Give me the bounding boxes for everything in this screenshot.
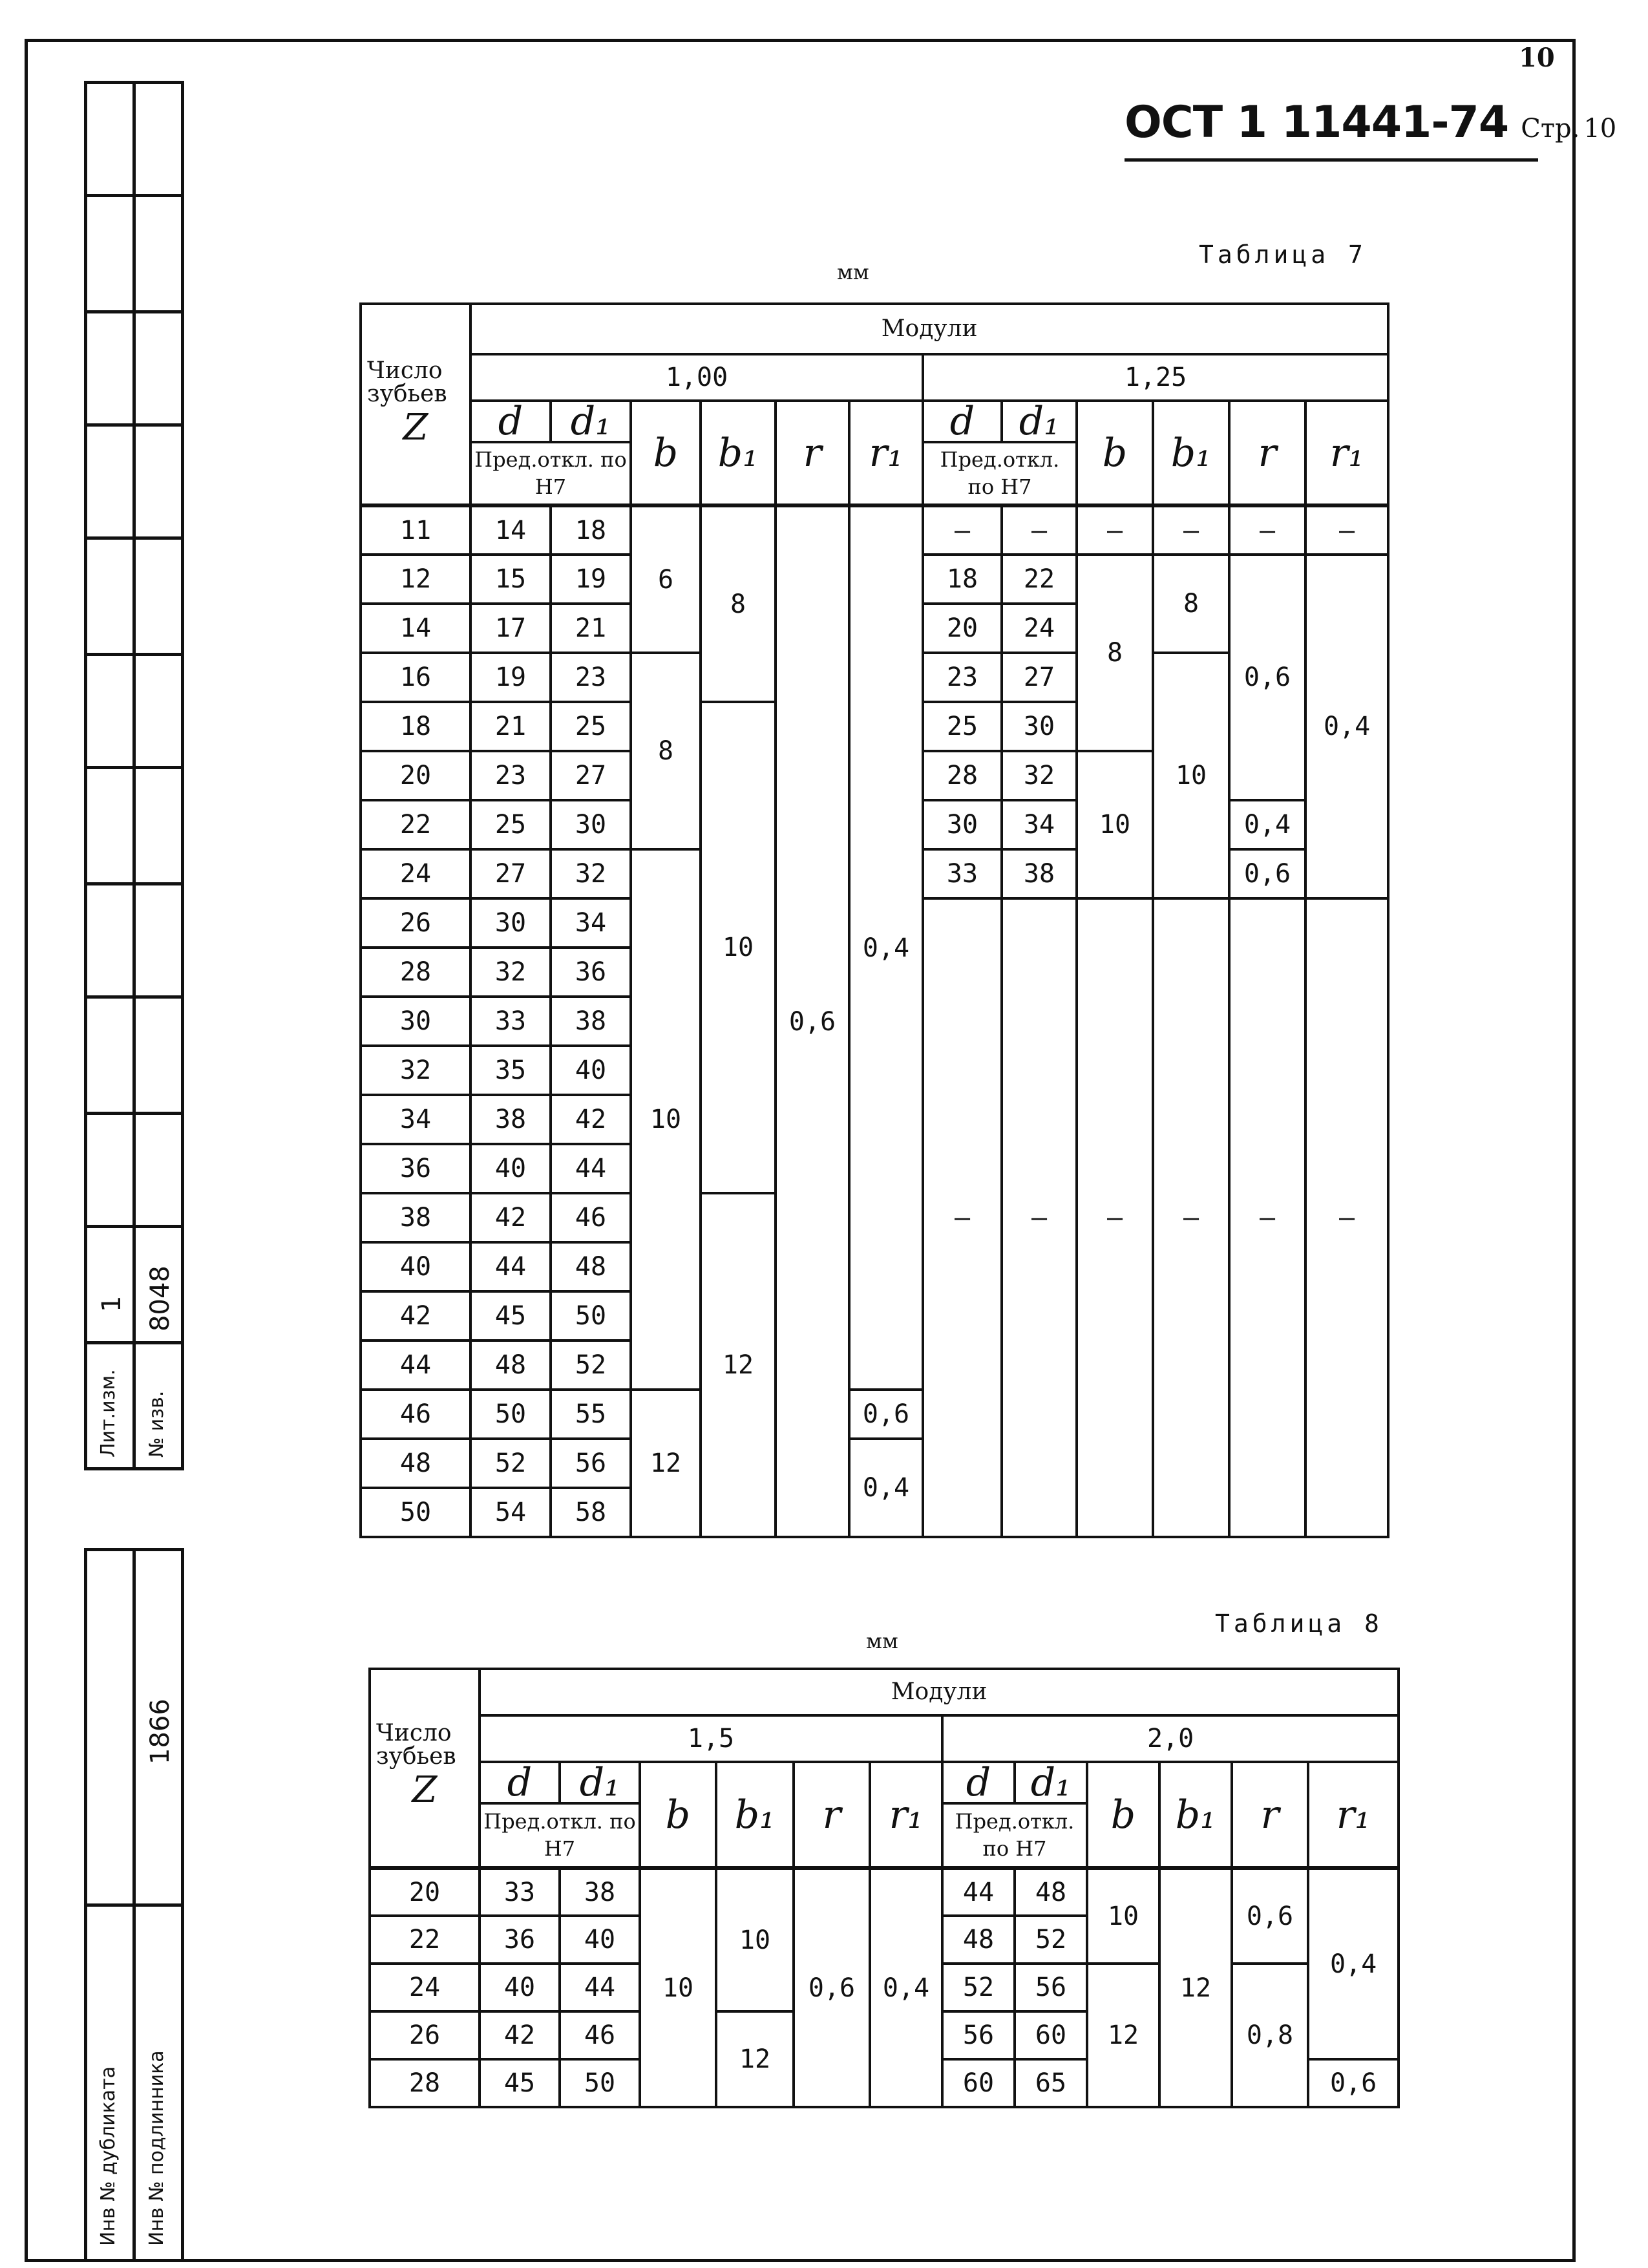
no-izv-value: 8048: [145, 1266, 175, 1331]
b-cell: 8: [631, 653, 701, 849]
d1-cell: 40: [560, 1916, 640, 1964]
b-cell: –: [1077, 505, 1153, 555]
z-cell: 14: [361, 604, 470, 653]
moduli-header: Модули: [470, 304, 1388, 354]
b1-cell: 10: [716, 1868, 794, 2011]
z-cell: 16: [361, 653, 470, 702]
d-cell: 35: [470, 1046, 551, 1095]
d-cell: 30: [923, 800, 1002, 849]
z-header: Число зубьев Z: [361, 304, 470, 505]
margin-line: [84, 194, 184, 197]
d1-cell: 32: [551, 849, 631, 898]
d1-cell: 44: [560, 1964, 640, 2011]
r-cell: 0,6: [1232, 1868, 1308, 1964]
d-cell: 33: [480, 1868, 560, 1916]
d-cell: 23: [923, 653, 1002, 702]
z-cell: 30: [361, 997, 470, 1046]
b-header: b: [640, 1762, 716, 1868]
z-cell: 28: [361, 948, 470, 997]
z-cell: 32: [361, 1046, 470, 1095]
d-header: d: [470, 401, 551, 442]
margin-line: [84, 995, 184, 999]
tolerance-header: Пред.откл. по Н7: [480, 1803, 640, 1868]
z-cell: 20: [370, 1868, 480, 1916]
d1-header: d₁: [1002, 401, 1077, 442]
tolerance-header: Пред.откл. по Н7: [470, 442, 631, 505]
d1-cell: 65: [1015, 2059, 1087, 2107]
d-cell: 48: [470, 1341, 551, 1390]
table8: [368, 1668, 1400, 2108]
r1-cell: 0,4: [849, 505, 923, 1390]
d1-cell: 48: [551, 1242, 631, 1291]
r1-header: r₁: [1305, 401, 1388, 505]
inv-podl-label: Инв № подлинника: [145, 2050, 168, 2246]
d1-header: d₁: [1015, 1762, 1087, 1803]
d1-cell: 55: [551, 1390, 631, 1439]
r1-cell: 0,4: [870, 1868, 942, 2107]
z-cell: 42: [361, 1291, 470, 1341]
d-header: d: [942, 1762, 1015, 1803]
d-cell: 28: [923, 751, 1002, 800]
d1-cell: 42: [551, 1095, 631, 1144]
b-cell: 10: [1087, 1868, 1159, 1964]
doc-code-underline: [1125, 158, 1538, 162]
z-cell: 46: [361, 1390, 470, 1439]
margin-line: [84, 1225, 184, 1228]
d-cell: 42: [470, 1193, 551, 1242]
r-cell: 0,6: [776, 505, 849, 1537]
r-cell: 0,6: [794, 1868, 870, 2107]
d1-cell: 52: [551, 1341, 631, 1390]
z-cell: 26: [370, 2011, 480, 2059]
margin-line: [84, 423, 184, 427]
sheet-number: 10: [1519, 43, 1555, 73]
d-cell: 23: [470, 751, 551, 800]
d-cell: 56: [942, 2011, 1015, 2059]
d-cell: 21: [470, 702, 551, 751]
b1-cell: –: [1153, 898, 1229, 1537]
b1-header: b₁: [1159, 1762, 1232, 1868]
b1-cell: 12: [1159, 1868, 1232, 2107]
d1-cell: 50: [551, 1291, 631, 1341]
d-cell: 17: [470, 604, 551, 653]
margin-line: [84, 1341, 184, 1344]
d1-cell: 27: [1002, 653, 1077, 702]
d-cell: 60: [942, 2059, 1015, 2107]
b-header: b: [1077, 401, 1153, 505]
d1-cell: 56: [551, 1439, 631, 1488]
d1-cell: 19: [551, 555, 631, 604]
b1-header: b₁: [701, 401, 776, 505]
r1-cell: 0,6: [1308, 2059, 1399, 2107]
d-cell: 38: [470, 1095, 551, 1144]
no-izv-label: № изв.: [145, 1390, 168, 1457]
r1-header: r₁: [849, 401, 923, 505]
margin-divider: [132, 81, 136, 1470]
b1-cell: 8: [1153, 555, 1229, 653]
d1-cell: 58: [551, 1488, 631, 1537]
z-cell: 11: [361, 505, 470, 555]
d-cell: 36: [480, 1916, 560, 1964]
d-cell: 20: [923, 604, 1002, 653]
margin-line: [84, 1112, 184, 1115]
b1-cell: 12: [716, 2011, 794, 2107]
b1-cell: 8: [701, 505, 776, 702]
z-cell: 44: [361, 1341, 470, 1390]
tolerance-header: Пред.откл. по Н7: [923, 442, 1077, 505]
module-1-header: 1,00: [470, 354, 923, 401]
d-cell: 18: [923, 555, 1002, 604]
z-cell: 50: [361, 1488, 470, 1537]
z-cell: 20: [361, 751, 470, 800]
table8-caption: Таблица 8: [1215, 1609, 1383, 1638]
r-cell: –: [1229, 898, 1305, 1537]
r-cell: –: [1229, 505, 1305, 555]
table8-unit: мм: [866, 1629, 898, 1653]
d-cell: 40: [480, 1964, 560, 2011]
d-cell: 52: [942, 1964, 1015, 2011]
b-cell: 10: [631, 849, 701, 1390]
z-cell: 18: [361, 702, 470, 751]
d1-cell: 48: [1015, 1868, 1087, 1916]
z-cell: 22: [370, 1916, 480, 1964]
d-header: d: [923, 401, 1002, 442]
d1-cell: –: [1002, 898, 1077, 1537]
b-cell: 10: [1077, 751, 1153, 898]
b1-header: b₁: [1153, 401, 1229, 505]
page-label: Стр. 10: [1521, 114, 1617, 143]
d1-cell: –: [1002, 505, 1077, 555]
inv-dubl-label: Инв № дубликата: [97, 2066, 120, 2246]
z-cell: 34: [361, 1095, 470, 1144]
d-cell: 27: [470, 849, 551, 898]
margin-line: [84, 536, 184, 540]
d1-cell: 30: [551, 800, 631, 849]
r1-cell: 0,4: [1308, 1868, 1399, 2059]
b-cell: 12: [631, 1390, 701, 1537]
r1-cell: –: [1305, 505, 1388, 555]
d1-cell: 32: [1002, 751, 1077, 800]
b-cell: 8: [1077, 555, 1153, 751]
module-2-header: 1,25: [923, 354, 1388, 401]
z-cell: 24: [361, 849, 470, 898]
d-cell: –: [923, 898, 1002, 1537]
b-cell: 6: [631, 505, 701, 653]
d-cell: 19: [470, 653, 551, 702]
d1-cell: 18: [551, 505, 631, 555]
d-cell: 30: [470, 898, 551, 948]
z-cell: 48: [361, 1439, 470, 1488]
z-cell: 40: [361, 1242, 470, 1291]
r1-cell: 0,6: [849, 1390, 923, 1439]
d1-cell: 56: [1015, 1964, 1087, 2011]
margin-line: [84, 766, 184, 769]
r-header: r: [1232, 1762, 1308, 1868]
d1-cell: 36: [551, 948, 631, 997]
b1-cell: 10: [1153, 653, 1229, 898]
moduli-header: Модули: [480, 1669, 1399, 1715]
b-cell: 12: [1087, 1964, 1159, 2107]
b1-header: b₁: [716, 1762, 794, 1868]
b-header: b: [1087, 1762, 1159, 1868]
r-cell: 0,6: [1229, 555, 1305, 800]
z-cell: 26: [361, 898, 470, 948]
d1-cell: 52: [1015, 1916, 1087, 1964]
d1-cell: 30: [1002, 702, 1077, 751]
lit-izm-label: Лит.изм.: [97, 1369, 120, 1457]
margin-line: [84, 653, 184, 656]
b1-cell: 12: [701, 1193, 776, 1537]
margin-line: [84, 310, 184, 313]
d-cell: 44: [942, 1868, 1015, 1916]
b1-cell: –: [1153, 505, 1229, 555]
z-cell: 28: [370, 2059, 480, 2107]
r1-header: r₁: [1308, 1762, 1399, 1868]
lit-izm-value: 1: [97, 1295, 127, 1312]
d1-cell: 34: [1002, 800, 1077, 849]
d1-cell: 50: [560, 2059, 640, 2107]
d-cell: 42: [480, 2011, 560, 2059]
r1-header: r₁: [870, 1762, 942, 1868]
d-cell: –: [923, 505, 1002, 555]
r1-cell: 0,4: [849, 1439, 923, 1537]
z-cell: 22: [361, 800, 470, 849]
b-cell: –: [1077, 898, 1153, 1537]
d-header: d: [480, 1762, 560, 1803]
d-cell: 33: [923, 849, 1002, 898]
b1-cell: 10: [701, 702, 776, 1193]
d1-cell: 38: [560, 1868, 640, 1916]
d1-cell: 22: [1002, 555, 1077, 604]
b-cell: 10: [640, 1868, 716, 2107]
r1-cell: 0,4: [1305, 555, 1388, 898]
d1-cell: 46: [551, 1193, 631, 1242]
d1-header: d₁: [560, 1762, 640, 1803]
d1-cell: 27: [551, 751, 631, 800]
r-header: r: [1229, 401, 1305, 505]
inv-podl-value: 1866: [145, 1699, 175, 1765]
d1-cell: 25: [551, 702, 631, 751]
d-cell: 33: [470, 997, 551, 1046]
d-cell: 50: [470, 1390, 551, 1439]
z-cell: 24: [370, 1964, 480, 2011]
d-cell: 32: [470, 948, 551, 997]
b-header: b: [631, 401, 701, 505]
d-cell: 25: [923, 702, 1002, 751]
tolerance-header: Пред.откл. по Н7: [942, 1803, 1087, 1868]
d1-cell: 38: [1002, 849, 1077, 898]
d1-cell: 23: [551, 653, 631, 702]
d-cell: 54: [470, 1488, 551, 1537]
r-header: r: [776, 401, 849, 505]
table7: [359, 302, 1389, 1538]
z-cell: 36: [361, 1144, 470, 1193]
d-cell: 40: [470, 1144, 551, 1193]
margin-line: [84, 1903, 184, 1907]
d1-header: d₁: [551, 401, 631, 442]
module-2-header: 2,0: [942, 1715, 1399, 1762]
d-cell: 15: [470, 555, 551, 604]
r1-cell: –: [1305, 898, 1388, 1537]
d1-cell: 34: [551, 898, 631, 948]
d1-cell: 40: [551, 1046, 631, 1095]
d-cell: 25: [470, 800, 551, 849]
module-1-header: 1,5: [480, 1715, 942, 1762]
z-cell: 12: [361, 555, 470, 604]
d-cell: 45: [470, 1291, 551, 1341]
r-header: r: [794, 1762, 870, 1868]
z-cell: 38: [361, 1193, 470, 1242]
d1-cell: 24: [1002, 604, 1077, 653]
z-header: Число зубьев Z: [370, 1669, 480, 1868]
d-cell: 45: [480, 2059, 560, 2107]
d-cell: 48: [942, 1916, 1015, 1964]
d1-cell: 44: [551, 1144, 631, 1193]
d-cell: 14: [470, 505, 551, 555]
d1-cell: 21: [551, 604, 631, 653]
table7-caption: Таблица 7: [1199, 240, 1367, 269]
document-code: [1125, 97, 1616, 148]
r-cell: 0,6: [1229, 849, 1305, 898]
d1-cell: 46: [560, 2011, 640, 2059]
d1-cell: 38: [551, 997, 631, 1046]
table7-unit: мм: [837, 260, 869, 284]
r-cell: 0,4: [1229, 800, 1305, 849]
d-cell: 52: [470, 1439, 551, 1488]
d1-cell: 60: [1015, 2011, 1087, 2059]
doc-code-text: ОСТ 1 11441-74: [1125, 97, 1509, 148]
margin-line: [84, 882, 184, 885]
d-cell: 44: [470, 1242, 551, 1291]
r-cell: 0,8: [1232, 1964, 1308, 2107]
